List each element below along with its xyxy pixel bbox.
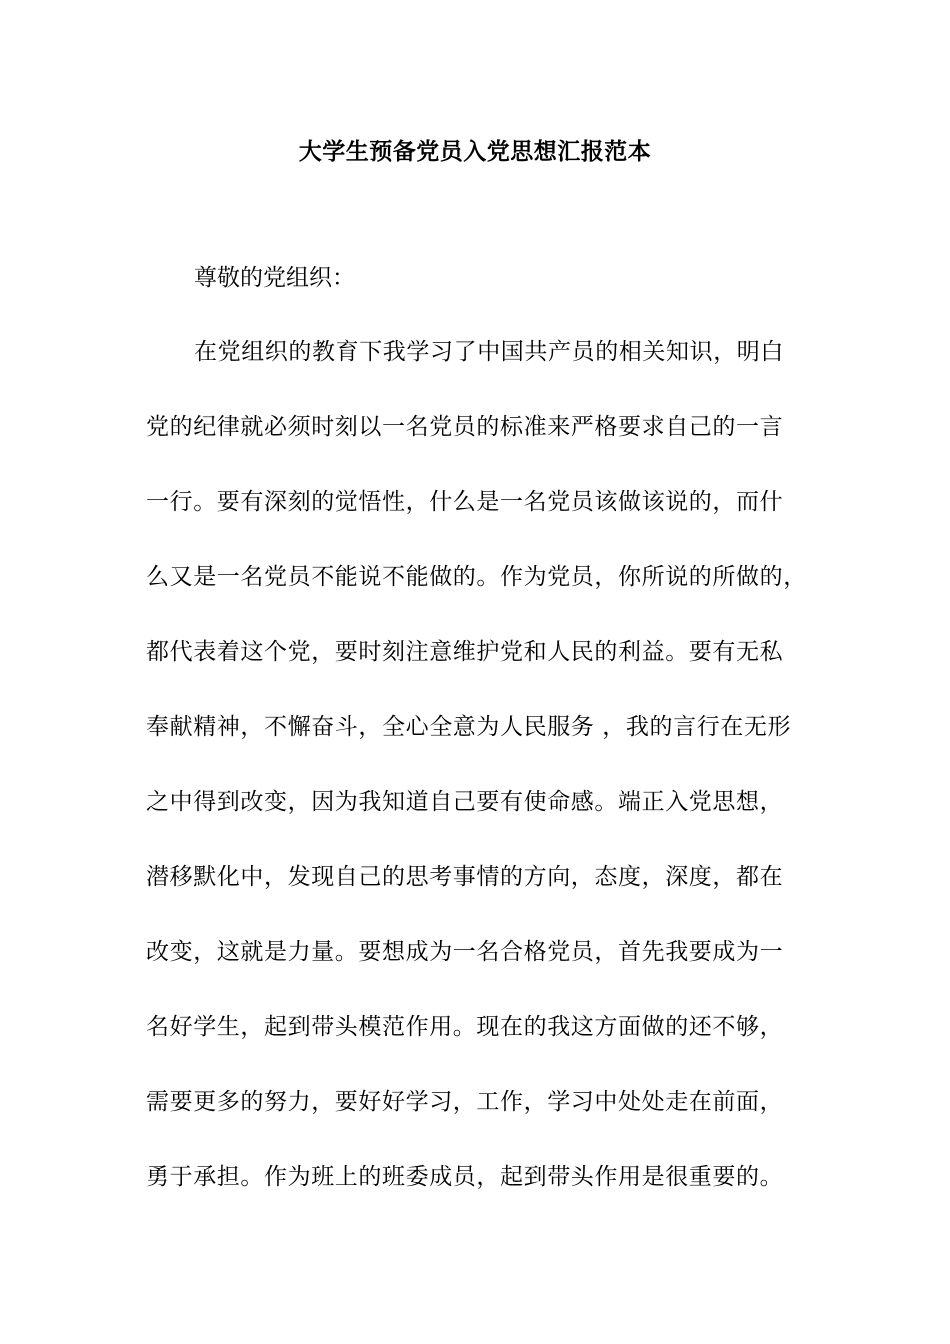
body-line-4: 么又是一名党员不能说不能做的。作为党员，你所说的所做的， <box>146 564 807 590</box>
body-line-2: 党的纪律就必须时刻以一名党员的标准来严格要求自己的一言 <box>146 414 784 440</box>
body-line-8: 潜移默化中，发现自己的思考事情的方向，态度，深度，都在 <box>146 864 784 890</box>
body-line-7: 之中得到改变，因为我知道自己要有使命感。端正入党思想， <box>146 789 784 815</box>
body-line-9: 改变，这就是力量。要想成为一名合格党员，首先我要成为一 <box>146 939 784 965</box>
body-line-1: 在党组织的教育下我学习了中国共产员的相关知识，明白 <box>194 339 784 365</box>
document-title: 大学生预备党员入党思想汇报范本 <box>298 138 652 165</box>
body-line-11: 需要更多的努力，要好好学习，工作，学习中处处走在前面， <box>146 1089 784 1115</box>
greeting: 尊敬的党组织： <box>194 265 355 291</box>
body-line-5: 都代表着这个党，要时刻注意维护党和人民的利益。要有无私 <box>146 639 784 665</box>
body-line-12: 勇于承担。作为班上的班委成员，起到带头作用是很重要的。 <box>146 1164 784 1190</box>
body-line-3: 一行。要有深刻的觉悟性，什么是一名党员该做该说的，而什 <box>146 489 784 515</box>
body-line-6: 奉献精神，不懈奋斗，全心全意为人民服务 ，我的言行在无形 <box>146 714 792 740</box>
body-line-10: 名好学生，起到带头模范作用。现在的我这方面做的还不够， <box>146 1014 784 1040</box>
